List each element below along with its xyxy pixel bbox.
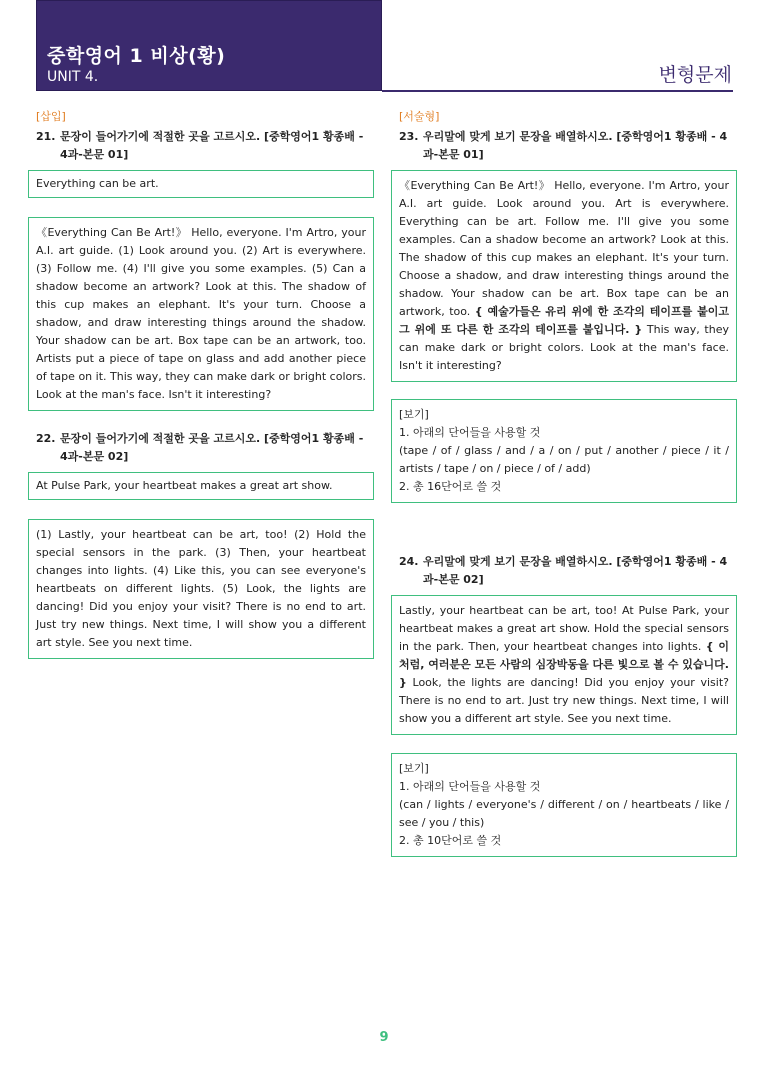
question-text: 우리말에 맞게 보기 문장을 배열하시오. [중학영어1 황종배 - 4과-본문 02] bbox=[423, 555, 728, 586]
question-type-tag: [서술형] bbox=[399, 110, 440, 123]
passage-box bbox=[28, 217, 374, 411]
passage-box bbox=[28, 519, 374, 659]
question-text: 문장이 들어가기에 적절한 곳을 고르시오. [중학영어1 황종배 - 4과-본문 01] bbox=[60, 130, 364, 161]
bogi-rule-2: 2. 총 16단어로 쓸 것 bbox=[399, 480, 502, 493]
right-column bbox=[391, 108, 737, 857]
bogi-box bbox=[391, 399, 737, 503]
passage-box bbox=[391, 170, 737, 382]
given-sentence-box bbox=[28, 170, 374, 198]
passage-text-after: Look, the lights are dancing! Did you enjoy your visit? There is no end to art. Just try new things. Next time, I will show you a different art style. See you next time. bbox=[399, 676, 729, 725]
section-label: 변형문제 bbox=[658, 64, 732, 86]
left-column bbox=[28, 108, 374, 659]
target-korean-sentence: { 예술가들은 유리 위에 한 조각의 테이프를 붙이고 그 위에 또 다른 한 조각의 테이프를 붙입니다. } bbox=[399, 305, 729, 336]
question-number: 24. bbox=[399, 555, 419, 568]
bogi-box bbox=[391, 753, 737, 857]
question-text: 문장이 들어가기에 적절한 곳을 고르시오. [중학영어1 황종배 - 4과-본문 02] bbox=[60, 432, 364, 463]
target-korean-sentence: { 이처럼, 여러분은 모든 사람의 심장박동을 다른 빛으로 볼 수 있습니다. } bbox=[399, 640, 729, 689]
question-number: 21. bbox=[36, 130, 56, 143]
bogi-rule-2: 2. 총 10단어로 쓸 것 bbox=[399, 834, 502, 847]
question-24 bbox=[391, 553, 737, 589]
passage-box bbox=[391, 595, 737, 735]
passage-text-before: 《Everything Can Be Art!》 Hello, everyone. I'm Artro, your A.I. art guide. Look around you. Art is everywhere. Everything can be art. Follow me. I'll give you some examples. Can a shadow become an artwork? Look at this. The shadow of this cup makes an elephant. It's your turn. Choose a shadow, and draw interesting things around the shadow. Your shadow can be art. Box tape can be an artwork, too. bbox=[399, 179, 729, 318]
bogi-word-list: (tape / of / glass / and / a / on / put / another / piece / it / artists / tape / on / piece / of / add) bbox=[399, 444, 729, 475]
given-sentence-box bbox=[28, 472, 374, 500]
given-sentence: Everything can be art. bbox=[36, 177, 159, 190]
header-rule bbox=[382, 90, 733, 92]
question-21 bbox=[28, 128, 374, 164]
header-banner bbox=[36, 0, 382, 91]
passage-text-after: This way, they can make dark or bright colors. Look at the man's face. Isn't it interesting? bbox=[399, 323, 729, 372]
question-number: 22. bbox=[36, 432, 56, 445]
passage-text: (1) Lastly, your heartbeat can be art, too! (2) Hold the special sensors in the park. (3) Then, your heartbeat changes into lights. (4) Like this, you can see everyone's heartbeats on different lights. (5) Look, the lights are dancing! Did you enjoy your visit? There is no end to art. Just try new things. Next time, I will show you a different art style. See you next time. bbox=[36, 528, 366, 649]
bogi-rule-1: 1. 아래의 단어들을 사용할 것 bbox=[399, 780, 541, 793]
passage-text-before: Lastly, your heartbeat can be art, too! At Pulse Park, your heartbeat makes a great art show. Hold the special sensors in the park. Then, your heartbeat changes into lights. bbox=[399, 604, 729, 653]
bogi-rule-1: 1. 아래의 단어들을 사용할 것 bbox=[399, 426, 541, 439]
question-text: 우리말에 맞게 보기 문장을 배열하시오. [중학영어1 황종배 - 4과-본문 01] bbox=[423, 130, 728, 161]
bogi-word-list: (can / lights / everyone's / different / on / heartbeats / like / see / you / this) bbox=[399, 798, 729, 829]
question-number: 23. bbox=[399, 130, 419, 143]
question-22 bbox=[28, 430, 374, 466]
bogi-title: [보기] bbox=[399, 762, 429, 775]
given-sentence: At Pulse Park, your heartbeat makes a great art show. bbox=[36, 479, 333, 492]
question-type-tag: [삽입] bbox=[36, 110, 66, 123]
bogi-title: [보기] bbox=[399, 408, 429, 421]
page-number: 9 bbox=[379, 1030, 389, 1045]
unit-label: UNIT 4. bbox=[47, 69, 99, 85]
workbook-title: 중학영어 1 비상(황) bbox=[47, 45, 226, 67]
passage-text: 《Everything Can Be Art!》 Hello, everyone. I'm Artro, your A.I. art guide. (1) Look around you. (2) Art is everywhere. (3) Follow me. (4) I'll give you some examples. (5) Can a shadow become an artwork? Look at this. The shadow of this cup makes an elephant. It's your turn. Choose a shadow, and draw interesting things around the shadow. Your shadow can be art. Box tape can be an artwork, too. Artists put a piece of tape on glass and add another piece of tape on it. This way, they can make dark or bright colors. Look at the man's face. Isn't it interesting? bbox=[36, 226, 366, 401]
question-23 bbox=[391, 128, 737, 164]
